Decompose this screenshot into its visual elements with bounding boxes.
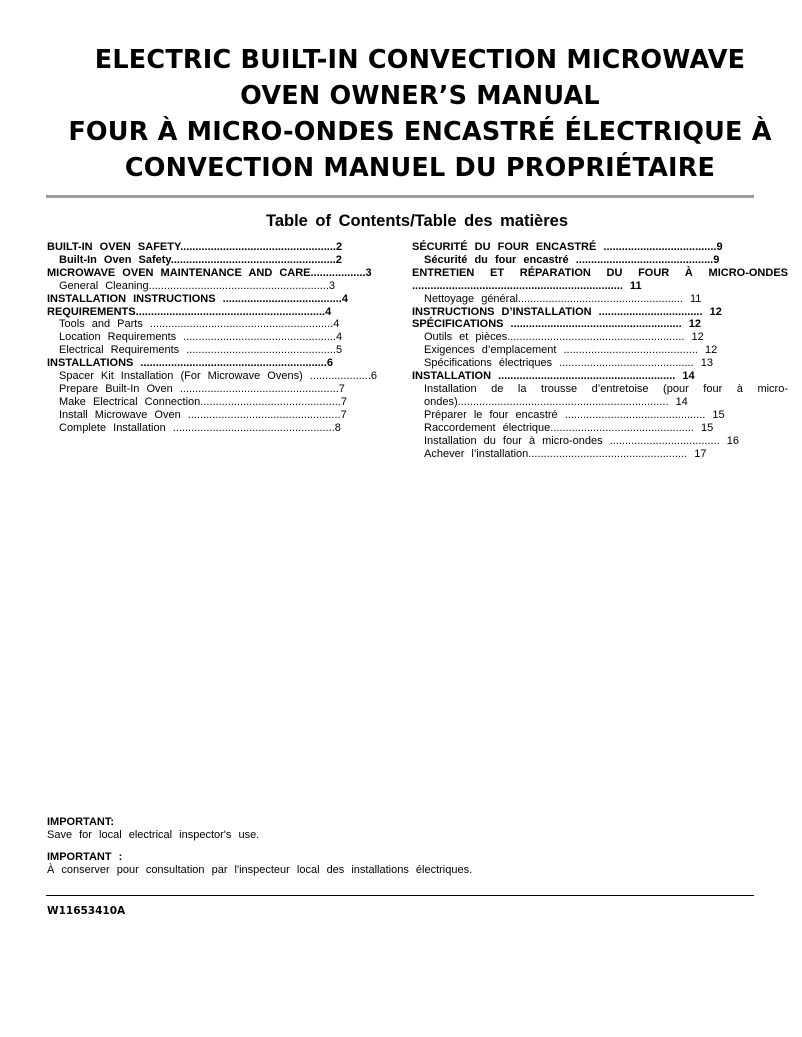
toc-entry[interactable]: BUILT-IN OVEN SAFETY...................................................2 (47, 241, 343, 253)
important-text-fr: À conserver pour consultation par l'inspecteur local des installations électriques. (47, 863, 473, 876)
toc-entry[interactable]: INSTALLATION .......................................................... 14 (412, 370, 695, 383)
document-title (40, 42, 800, 186)
toc-entry[interactable]: Built-In Oven Safety......................................................2 (59, 253, 342, 266)
title-line-4: CONVECTION MANUEL DU PROPRIÉTAIRE (124, 153, 716, 183)
note-spacer (47, 842, 747, 851)
toc-entry[interactable]: ENTRETIEN ET RÉPARATION DU FOUR À MICRO-ONDES ..................................................................... 11 (412, 266, 788, 292)
toc-entry[interactable]: Electrical Requirements .................................................5 (59, 344, 343, 357)
toc-entry[interactable]: Installation de la trousse d’entretoise (pour four à micro-ondes)..................................................................... 14 (424, 382, 788, 408)
toc-entry[interactable]: Installation du four à micro-ondes .................................... 16 (424, 434, 740, 447)
toc-entry[interactable]: Spécifications électriques ............................................ 13 (424, 357, 713, 370)
important-text-en: Save for local electrical inspector's use. (47, 828, 260, 841)
toc-entry[interactable]: Make Electrical Connection..............................................7 (59, 395, 347, 408)
toc-entry[interactable]: Préparer le four encastré .............................................. 15 (424, 408, 725, 421)
toc-entry[interactable]: General Cleaning...........................................................3 (59, 279, 336, 292)
toc-entry[interactable]: Exigences d’emplacement ............................................ 12 (424, 344, 718, 357)
toc-heading: Table of Contents/Table des matières (265, 212, 569, 230)
title-line-1: ELECTRIC BUILT-IN CONVECTION MICROWAVE (94, 45, 746, 75)
toc-entry[interactable]: Location Requirements ..................................................4 (59, 331, 343, 344)
toc-entry[interactable]: Install Microwave Oven ..................................................7 (59, 408, 347, 421)
footer-divider (46, 895, 754, 896)
title-divider (46, 195, 754, 198)
toc-entry[interactable]: INSTALLATIONS .............................................................6 (47, 357, 333, 370)
toc-entry[interactable]: SÉCURITÉ DU FOUR ENCASTRÉ .....................................9 (412, 241, 723, 253)
toc-entry[interactable]: INSTRUCTIONS D’INSTALLATION .................................. 12 (412, 305, 722, 318)
toc-entry[interactable]: Complete Installation .....................................................8 (59, 421, 341, 434)
toc-entry[interactable]: Sécurité du four encastré .............................................9 (424, 253, 720, 266)
toc-entry[interactable]: Tools and Parts ............................................................4 (59, 318, 340, 331)
toc-entry[interactable]: Outils et pièces.......................................................... 12 (424, 331, 704, 344)
toc-entry[interactable]: Spacer Kit Installation (For Microwave Ovens) ....................6 (59, 370, 378, 383)
important-notes (47, 816, 747, 877)
toc-entry[interactable]: Nettoyage général...................................................... 11 (424, 292, 702, 305)
toc-entry[interactable]: Achever l’installation.................................................... 17 (424, 447, 707, 460)
title-line-3: FOUR À MICRO-ONDES ENCASTRÉ ÉLECTRIQUE À (68, 117, 772, 147)
toc-entry[interactable]: INSTALLATION INSTRUCTIONS .......................................4 (47, 292, 348, 305)
document-code: W11653410A (47, 905, 126, 917)
toc-french-column (412, 241, 788, 460)
important-heading-fr: IMPORTANT : (47, 850, 123, 863)
toc-english-column (47, 241, 413, 435)
toc-entry[interactable]: MICROWAVE OVEN MAINTENANCE AND CARE..................3 (47, 266, 372, 279)
toc-entry[interactable]: Raccordement électrique............................................... 15 (424, 421, 714, 434)
important-heading-en: IMPORTANT: (47, 816, 115, 828)
toc-entry[interactable]: SPÉCIFICATIONS ........................................................ 12 (412, 318, 701, 331)
toc-entry[interactable]: Prepare Built-In Oven ....................................................7 (59, 382, 345, 395)
toc-entry[interactable]: REQUIREMENTS..............................................................4 (47, 305, 332, 318)
title-line-2: OVEN OWNER’S MANUAL (240, 81, 600, 111)
